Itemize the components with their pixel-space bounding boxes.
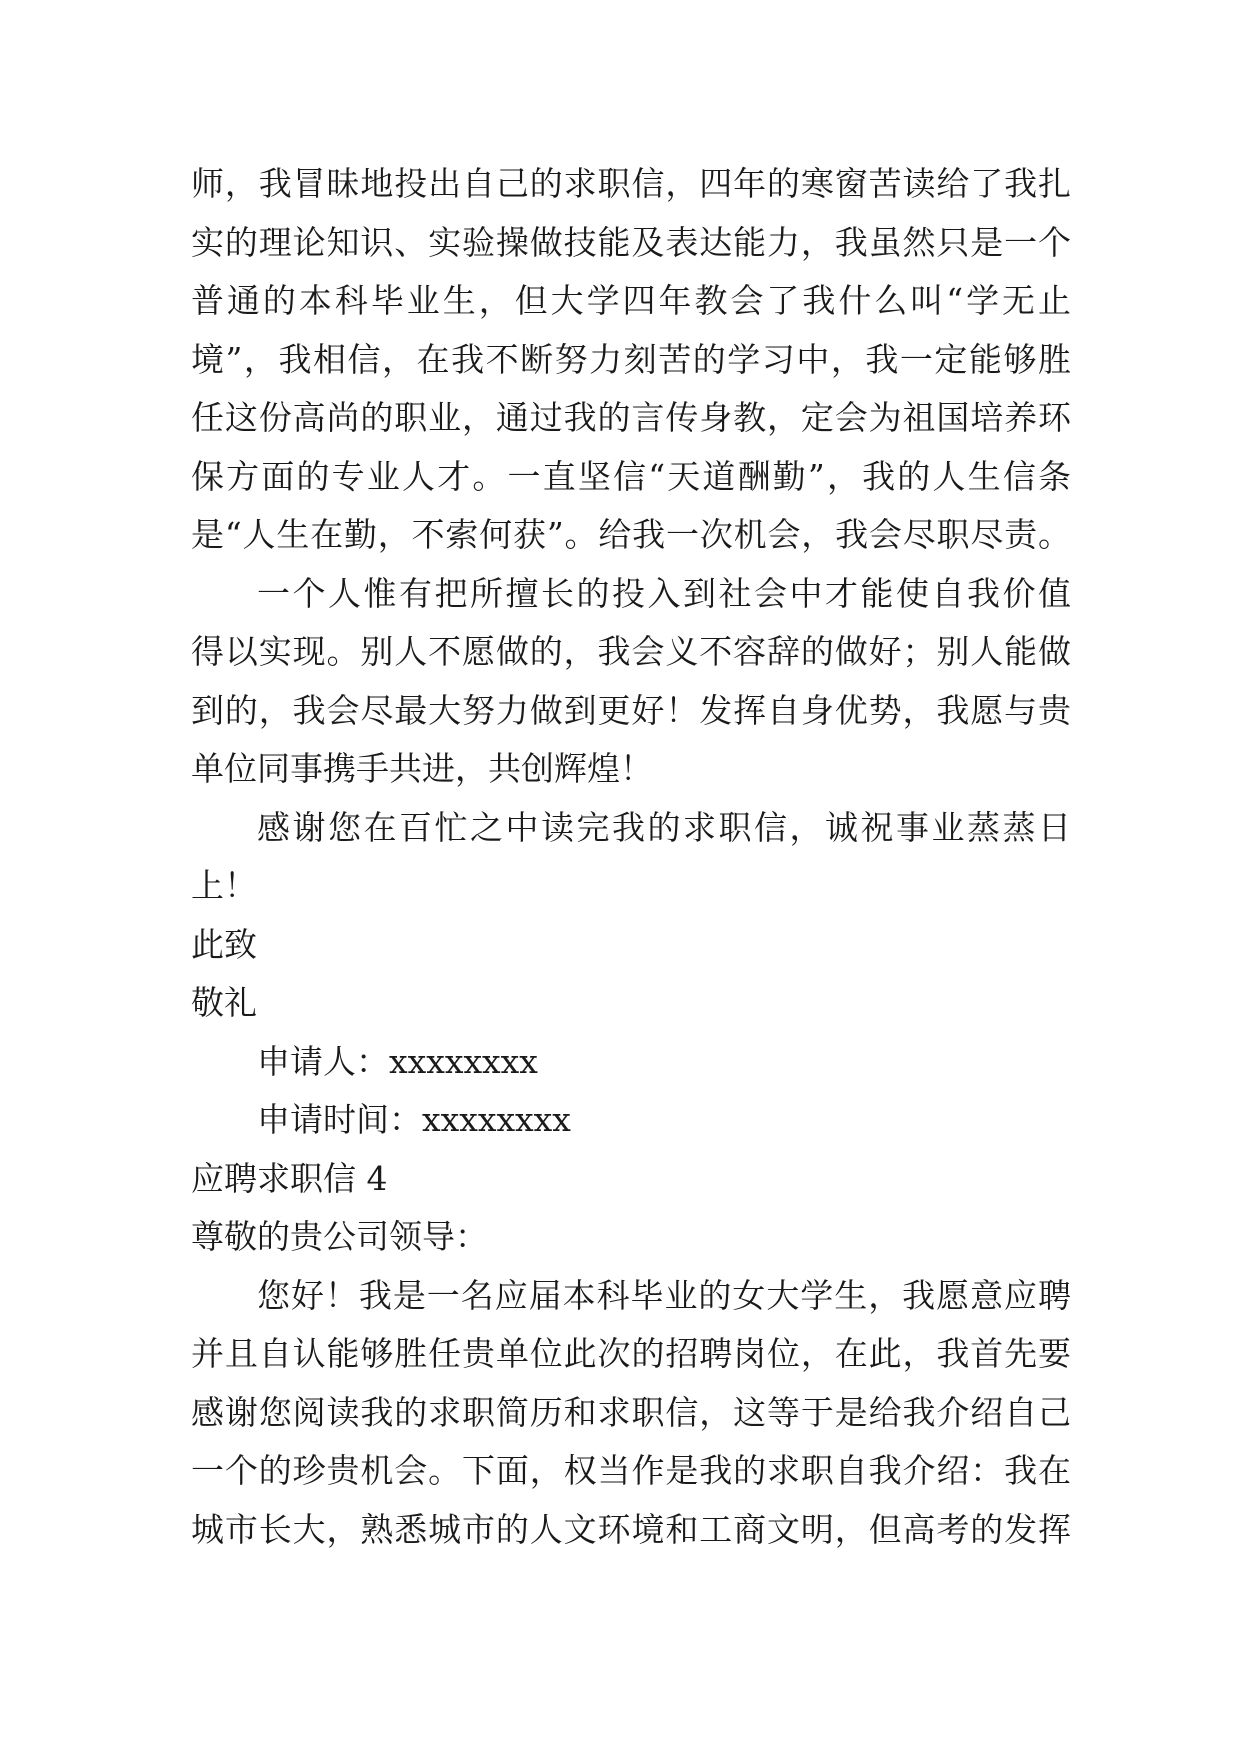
letter-body: [191, 155, 1071, 1559]
greeting: 尊敬的贵公司领导：: [191, 1217, 488, 1256]
closing-regards: 敬礼: [191, 983, 257, 1022]
paragraph-first-line: 一个人惟有把所擅长的投入到社会中才能使自我价值: [257, 573, 1071, 613]
text-line: 感谢您阅读我的求职简历和求职信，这等于是给我介绍自己: [191, 1392, 1071, 1432]
paragraph-first-line: 您好！我是一名应届本科毕业的女大学生，我愿意应聘: [257, 1275, 1071, 1315]
text-line: 上！: [191, 866, 257, 905]
text-line: 得以实现。别人不愿做的，我会义不容辞的做好；别人能做: [191, 632, 1071, 671]
text-line: 城市长大，熟悉城市的人文环境和工商文明，但高考的发挥: [191, 1509, 1071, 1549]
paragraph-first-line: 感谢您在百忙之中读完我的求职信，诚祝事业蒸蒸日: [257, 807, 1071, 847]
text-line: 单位同事携手共进，共创辉煌！: [191, 749, 653, 788]
text-line: 保方面的专业人才。一直坚信“天道酬勤”，我的人生信条: [191, 456, 1071, 496]
closing-salutation: 此致: [191, 924, 257, 964]
text-line: 并且自认能够胜任贵单位此次的招聘岗位，在此，我首先要: [191, 1334, 1071, 1373]
text-line: 任这份高尚的职业，通过我的言传身教，定会为祖国培养环: [191, 398, 1071, 437]
section-heading: 应聘求职信 4: [191, 1158, 388, 1198]
text-line: 是“人生在勤，不索何获”。给我一次机会，我会尽职尽责。: [191, 515, 1071, 554]
text-line: 到的，我会尽最大努力做到更好！发挥自身优势，我愿与贵: [191, 690, 1071, 730]
text-line: 普通的本科毕业生，但大学四年教会了我什么叫“学无止: [191, 281, 1071, 320]
text-line: 师，我冒昧地投出自己的求职信，四年的寒窗苦读给了我扎: [191, 164, 1071, 203]
text-line: 境”，我相信，在我不断努力刻苦的学习中，我一定能够胜: [191, 339, 1071, 379]
text-line: 实的理论知识、实验操做技能及表达能力，我虽然只是一个: [191, 222, 1071, 262]
applicant-name: 申请人：xxxxxxxx: [257, 1041, 538, 1081]
application-date: 申请时间：xxxxxxxx: [257, 1100, 571, 1139]
text-line: 一个的珍贵机会。下面，权当作是我的求职自我介绍：我在: [191, 1451, 1071, 1490]
